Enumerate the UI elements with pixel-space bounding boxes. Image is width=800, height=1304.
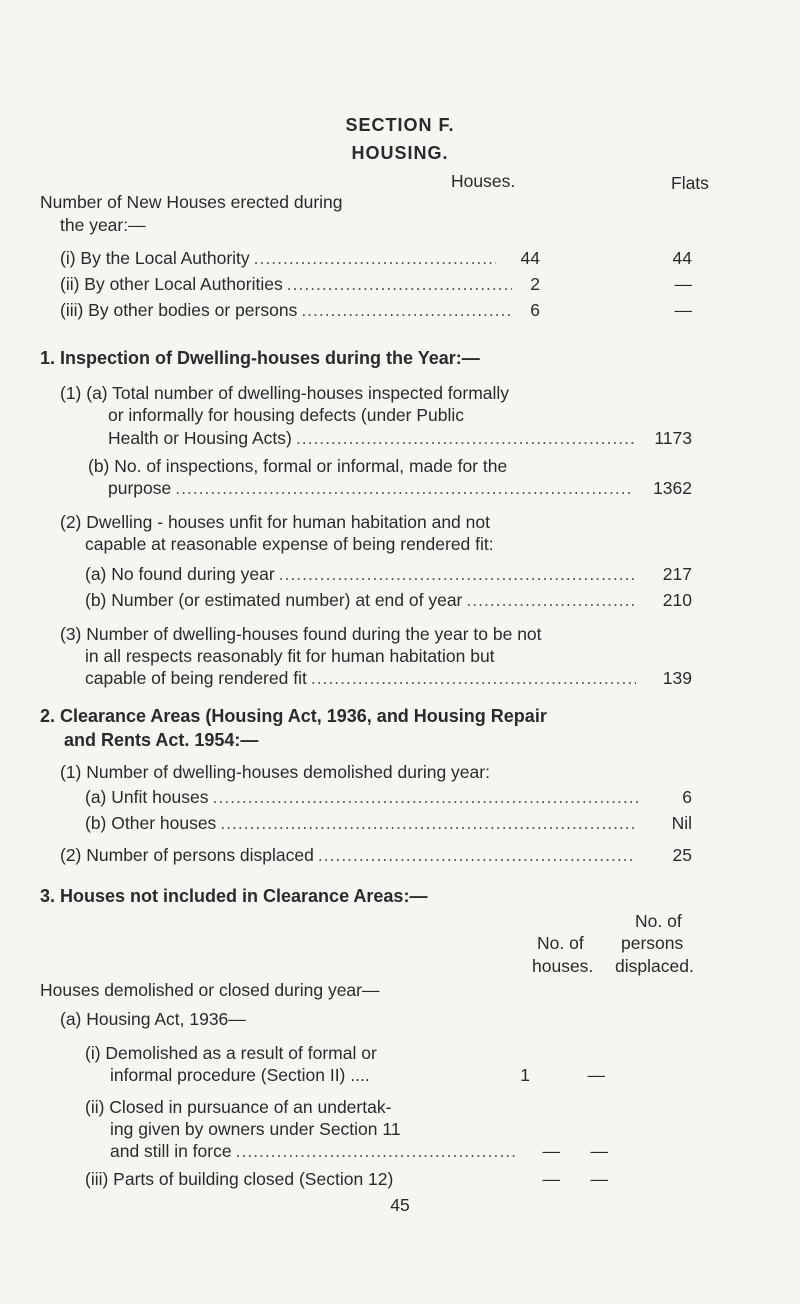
erected-intro-line1: Number of New Houses erected during — [40, 192, 343, 212]
s2-p2-label: (2) Number of persons displaced — [60, 845, 314, 865]
leader-dots — [254, 247, 496, 269]
s2-b-label: (b) Other houses — [85, 813, 217, 833]
s1-p2b-label: (b) Number (or estimated number) at end of year — [85, 590, 463, 610]
leader-dots — [213, 786, 641, 808]
erected-row-flats: 44 — [672, 248, 692, 268]
s1-a1-row — [108, 427, 638, 449]
leader-dots — [311, 667, 636, 689]
section-subtitle: HOUSING. — [351, 143, 449, 163]
leader-dots — [279, 563, 636, 585]
s3-col-persons-line1: No. of — [635, 911, 682, 931]
s3-ii-line2: ing given by owners under Section 11 — [110, 1119, 401, 1139]
s3-ii-row — [110, 1140, 520, 1162]
leader-dots — [318, 844, 636, 866]
erected-row-flats: — — [674, 274, 692, 294]
erected-row — [60, 299, 516, 321]
s3-ii-persons: — — [590, 1141, 608, 1161]
erected-row-flats: — — [674, 300, 692, 320]
s1-p3-line1: (3) Number of dwelling-houses found during the year to be not — [60, 624, 542, 644]
column-header-houses: Houses. — [451, 171, 516, 191]
s3-heading: 3. Houses not included in Clearance Areas:— — [40, 886, 428, 906]
s2-heading-line2: and Rents Act. 1954:— — [64, 730, 259, 750]
s3-iii-persons: — — [590, 1169, 608, 1189]
s1-a1-label: Health or Housing Acts) — [108, 428, 292, 448]
s2-b-row — [85, 812, 640, 834]
s3-i-line2: informal procedure (Section II) .... — [110, 1065, 370, 1085]
erected-row-label: (i) By the Local Authority — [60, 248, 250, 268]
s3-sub-a: (a) Housing Act, 1936— — [60, 1009, 246, 1029]
s1-p2a-label: (a) No found during year — [85, 564, 275, 584]
s1-p3-row — [85, 667, 640, 689]
leader-dots — [287, 273, 512, 295]
s3-i-line1: (i) Demolished as a result of formal or — [85, 1043, 377, 1063]
s1-p2a-value: 217 — [662, 564, 692, 584]
s1-p3-value: 139 — [662, 668, 692, 688]
erected-row-houses: 44 — [520, 248, 540, 268]
s2-a-label: (a) Unfit houses — [85, 787, 209, 807]
s3-i-persons: — — [587, 1065, 605, 1085]
leader-dots — [296, 427, 634, 449]
s3-i-houses: 1 — [520, 1065, 530, 1085]
s1-p3-line2: in all respects reasonably fit for human habitation but — [85, 646, 495, 666]
s3-intro: Houses demolished or closed during year— — [40, 980, 380, 1000]
s1-a1-value: 1173 — [654, 428, 692, 448]
s2-p2-value: 25 — [672, 845, 692, 865]
erected-row — [60, 273, 516, 295]
s2-a-row — [85, 786, 645, 808]
erected-row-houses: 6 — [530, 300, 540, 320]
erected-intro-line2: the year:— — [60, 215, 146, 235]
s2-b-value: Nil — [671, 813, 692, 833]
leader-dots — [236, 1140, 516, 1162]
s2-p2-row — [60, 844, 640, 866]
s1-a1-line2: or informally for housing defects (under Public — [108, 405, 465, 425]
s2-p1-line: (1) Number of dwelling-houses demolished during year: — [60, 762, 490, 782]
column-header-flats: Flats — [671, 173, 709, 193]
s1-p2-line2: capable at reasonable expense of being rendered fit: — [85, 534, 494, 554]
s1-p2b-row — [85, 589, 640, 611]
leader-dots — [220, 812, 636, 834]
s3-col-persons-line2: persons — [621, 933, 684, 953]
s1-b1-line1: (b) No. of inspections, formal or informal, made for the — [88, 456, 508, 476]
s3-col-houses-line1: No. of — [537, 933, 584, 953]
s1-b1-label: purpose — [108, 478, 172, 498]
s3-iii-houses: — — [542, 1169, 560, 1189]
s1-a1-line1: (1) (a) Total number of dwelling-houses inspected formally — [60, 383, 510, 403]
s1-b1-row — [108, 477, 638, 499]
leader-dots — [175, 477, 634, 499]
s1-p2-line1: (2) Dwelling - houses unfit for human habitation and not — [60, 512, 490, 532]
erected-row-label: (ii) By other Local Authorities — [60, 274, 283, 294]
s1-heading: 1. Inspection of Dwelling-houses during the Year:— — [40, 348, 480, 368]
s3-iii-line: (iii) Parts of building closed (Section 12) — [85, 1169, 394, 1189]
s2-heading-line1: 2. Clearance Areas (Housing Act, 1936, and Housing Repair — [40, 706, 547, 726]
erected-row-houses: 2 — [530, 274, 540, 294]
leader-dots — [466, 589, 636, 611]
s3-col-houses-line2: houses. — [532, 956, 594, 976]
page-number: 45 — [390, 1195, 410, 1215]
section-title: SECTION F. — [345, 115, 455, 135]
s1-p2b-value: 210 — [662, 590, 692, 610]
erected-row — [60, 247, 500, 269]
s3-ii-line1: (ii) Closed in pursuance of an undertak- — [85, 1097, 392, 1117]
s1-p2a-row — [85, 563, 640, 585]
s3-ii-label: and still in force — [110, 1141, 232, 1161]
s3-ii-houses: — — [542, 1141, 560, 1161]
s2-a-value: 6 — [682, 787, 692, 807]
s3-col-persons-line3: displaced. — [615, 956, 694, 976]
leader-dots — [301, 299, 512, 321]
s1-b1-value: 1362 — [653, 478, 692, 498]
s1-p3-label: capable of being rendered fit — [85, 668, 307, 688]
erected-row-label: (iii) By other bodies or persons — [60, 300, 298, 320]
